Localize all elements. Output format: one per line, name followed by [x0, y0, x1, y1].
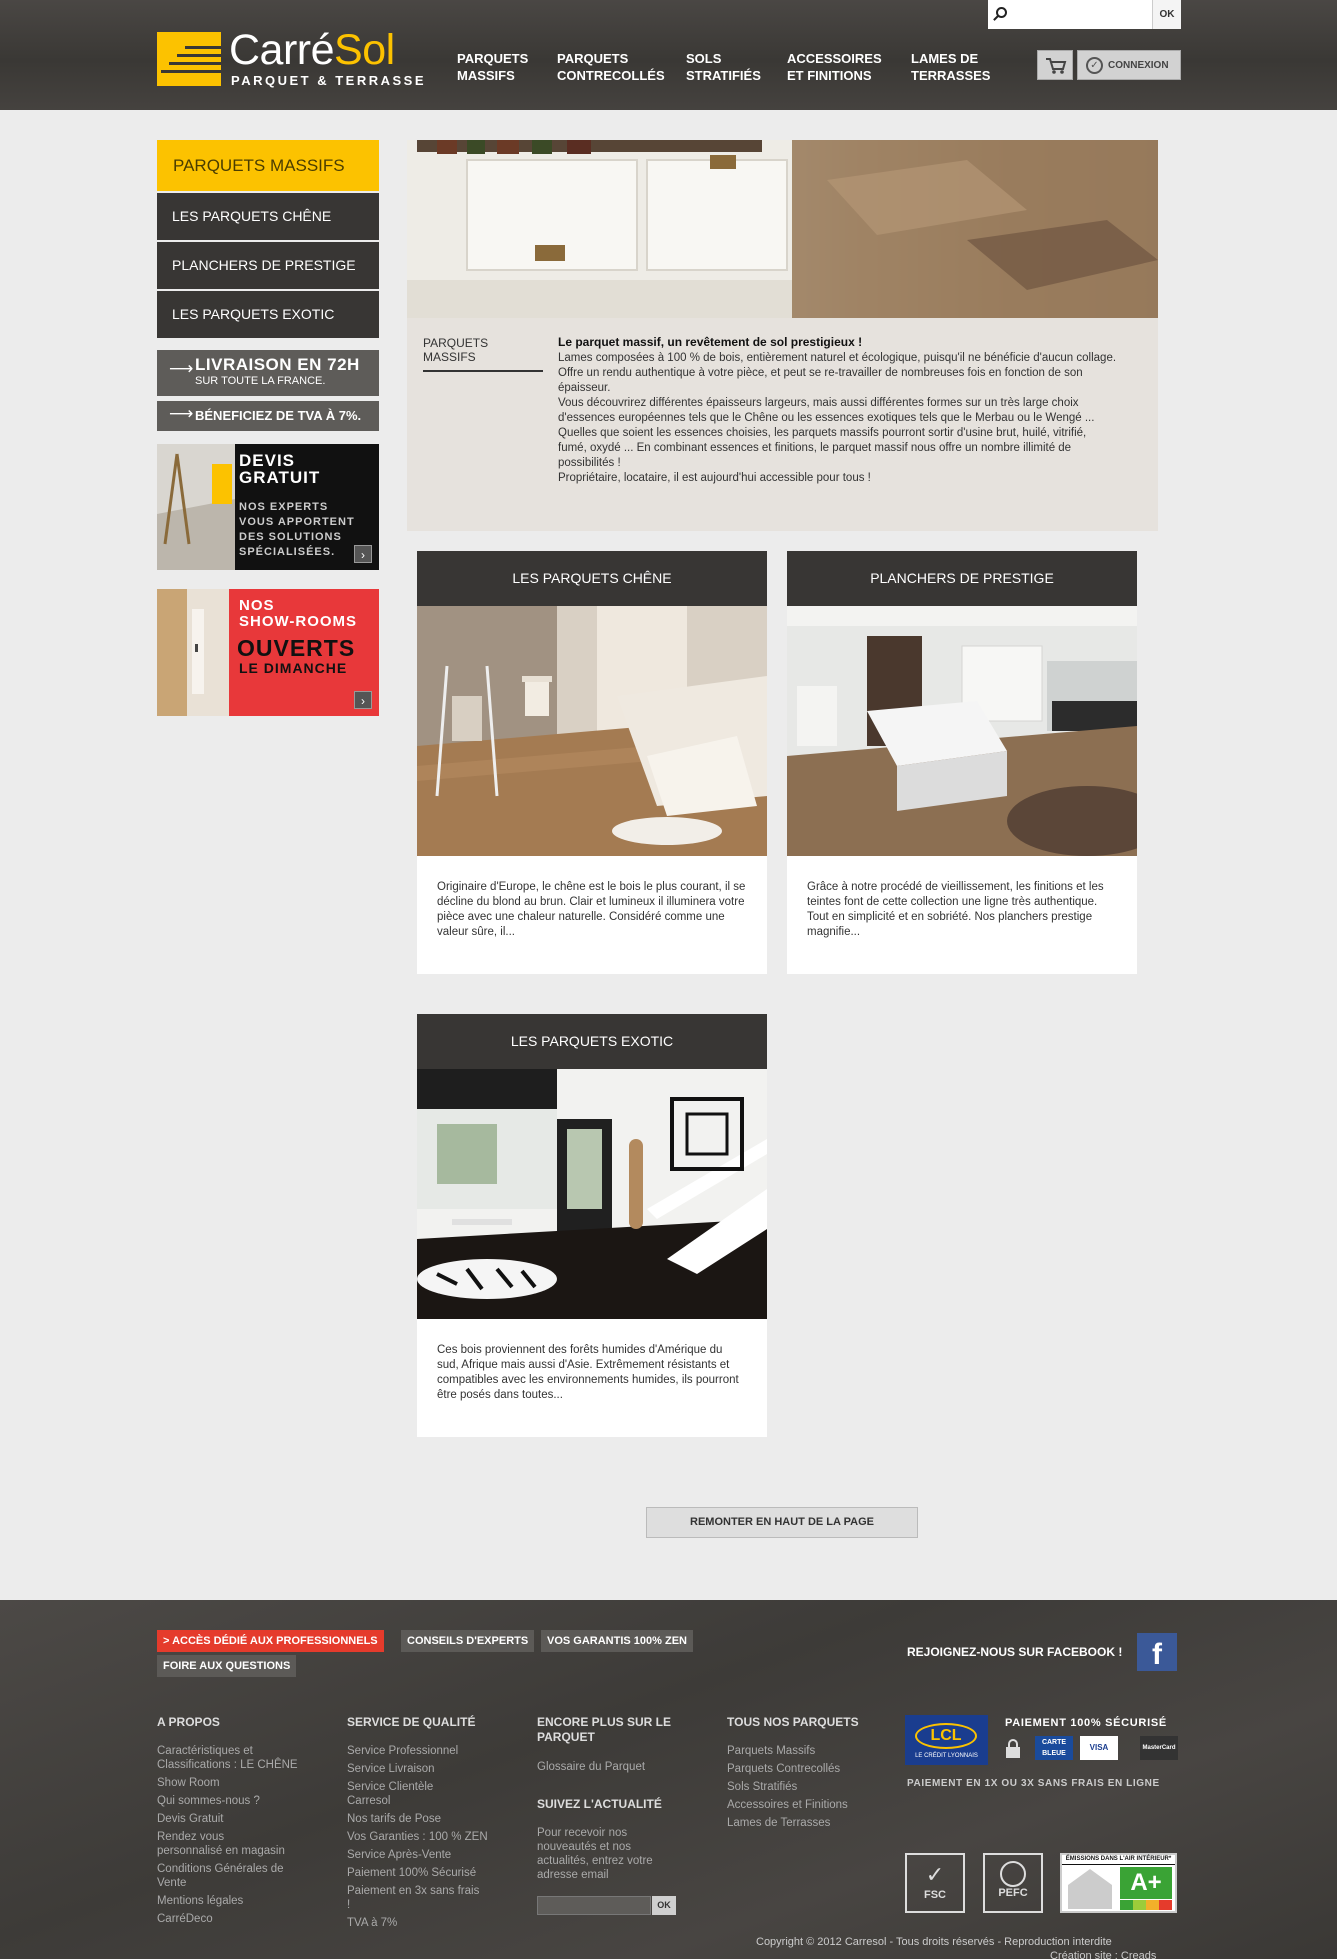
footer-link[interactable]: ! — [347, 1899, 351, 1911]
footer-col-title: SERVICE DE QUALITÉ — [347, 1715, 476, 1729]
search-icon[interactable] — [996, 7, 1007, 18]
mastercard-logo: MasterCard — [1140, 1736, 1178, 1760]
footer-col-title: A PROPOS — [157, 1715, 220, 1729]
credit[interactable]: Création site : Creads — [1050, 1950, 1157, 1959]
intro-paragraph: Vous découvrirez différentes épaisseurs largeurs, mais aussi différentes formes sur un très large choix d'essences européennes tels que le Chêne ou les essences exotiques tels que le Merbau ou le Wengé ... — [558, 397, 1095, 424]
footer-link[interactable]: Paiement 100% Sécurisé — [347, 1867, 477, 1879]
card-description: Ces bois proviennent des forêts humides d'Amérique du sud, Afrique mais aussi d'Asie. Extrêmement résistants et compatibles avec les environnements humides, ils pourront être posés dans toutes... — [437, 1344, 739, 1401]
devis-title-1: DEVIS — [239, 451, 296, 470]
card-planchers-prestige[interactable] — [787, 551, 1137, 974]
arrow-right-icon: ⟶ — [169, 359, 194, 378]
footer-link[interactable]: Lames de Terrasses — [727, 1817, 831, 1829]
footer-news-text: Pour recevoir nos nouveautés et nos actualités, entrez votre adresse email — [537, 1827, 653, 1881]
facebook-icon[interactable]: f — [1137, 1633, 1177, 1671]
footer-link[interactable]: Glossaire du Parquet — [537, 1761, 646, 1773]
card-image-kitchen[interactable] — [787, 606, 1137, 856]
devis-gratuit-banner[interactable] — [157, 444, 379, 570]
arrow-right-icon: ⟶ — [169, 404, 194, 423]
sidebar-title[interactable]: PARQUETS MASSIFS — [157, 140, 379, 191]
lock-icon — [1005, 1739, 1021, 1759]
nav-accessoires-finitions[interactable]: ACCESSOIRES ET FINITIONS — [787, 51, 882, 83]
sidebar-item-parquets-exotic[interactable]: LES PARQUETS EXOTIC — [157, 291, 379, 338]
login-button[interactable] — [1077, 50, 1181, 80]
nav-parquets-contrecolles[interactable]: PARQUETS CONTRECOLLÉS — [557, 51, 665, 83]
footer-link[interactable]: Accessoires et Finitions — [727, 1799, 848, 1811]
delivery-subtitle: SUR TOUTE LA FRANCE. — [195, 375, 326, 387]
chevron-right-icon: › — [354, 691, 372, 709]
intro-text — [558, 351, 1118, 486]
intro-paragraph: Lames composées à 100 % de bois, entièrement naturel et écologique, puisqu'il ne bénéficie d'aucun collage. — [558, 352, 1117, 364]
footer-link[interactable]: Conditions Générales de — [157, 1863, 284, 1875]
card-title[interactable]: PLANCHERS DE PRESTIGE — [787, 551, 1137, 606]
card-image-bedroom[interactable] — [417, 606, 767, 856]
cart-icon — [1045, 57, 1067, 75]
footer-tab-conseils[interactable]: CONSEILS D'EXPERTS — [401, 1630, 534, 1652]
lcl-logo: LCL LE CRÉDIT LYONNAIS — [905, 1715, 988, 1765]
visa-logo: VISA — [1080, 1736, 1118, 1760]
footer-link[interactable]: Carresol — [347, 1795, 391, 1807]
footer-link[interactable]: CarréDeco — [157, 1913, 213, 1925]
nav-parquets-massifs[interactable]: PARQUETS MASSIFS — [457, 51, 529, 83]
footer-link[interactable]: Classifications : LE CHÊNE — [157, 1759, 298, 1771]
facebook-text[interactable]: REJOIGNEZ-NOUS SUR FACEBOOK ! — [907, 1645, 1123, 1659]
showroom-line-3: OUVERTS — [237, 635, 356, 661]
card-title[interactable]: LES PARQUETS CHÊNE — [417, 551, 767, 606]
site-footer — [0, 1600, 1337, 1959]
footer-tab-faq[interactable]: FOIRE AUX QUESTIONS — [157, 1655, 296, 1677]
logo-tagline: PARQUET & TERRASSE — [231, 73, 426, 88]
footer-link[interactable]: Service Livraison — [347, 1763, 435, 1775]
footer-link[interactable]: Sols Stratifiés — [727, 1781, 798, 1793]
devis-body-4: SPÉCIALISÉES. — [239, 546, 336, 558]
logo-name: CarréSol — [229, 26, 395, 74]
footer-link[interactable]: Mentions légales — [157, 1895, 244, 1907]
footer-link[interactable]: TVA à 7% — [347, 1917, 398, 1929]
footer-col-title: ENCORE PLUS SUR LE PARQUET — [537, 1715, 672, 1744]
devis-banner-image — [157, 444, 235, 570]
showroom-banner[interactable] — [157, 589, 379, 716]
newsletter-email-input[interactable] — [537, 1896, 651, 1915]
footer-link[interactable]: personnalisé en magasin — [157, 1845, 285, 1857]
footer-col-title: TOUS NOS PARQUETS — [727, 1715, 859, 1729]
devis-body-1: NOS EXPERTS — [239, 501, 329, 513]
intro-panel — [407, 318, 1158, 531]
nav-lames-terrasses[interactable]: LAMES DE TERRASSES — [911, 51, 991, 83]
login-label: CONNEXION — [1108, 60, 1169, 71]
card-parquets-exotic[interactable] — [417, 1014, 767, 1437]
showroom-line-2: SHOW-ROOMS — [239, 613, 358, 630]
site-header — [0, 0, 1337, 110]
payment-subtitle: PAIEMENT EN 1X OU 3X SANS FRAIS EN LIGNE — [907, 1778, 1160, 1789]
search-ok-button[interactable]: OK — [1152, 0, 1181, 29]
fsc-logo: ✓ FSC — [905, 1853, 965, 1913]
footer-link[interactable]: Qui sommes-nous ? — [157, 1795, 260, 1807]
search-box — [988, 0, 1152, 29]
intro-heading: Le parquet massif, un revêtement de sol prestigieux ! — [558, 335, 863, 349]
intro-paragraph: Propriétaire, locataire, il est aujourd'hui accessible pour tous ! — [558, 472, 871, 484]
card-image-staircase[interactable] — [417, 1069, 767, 1319]
logo-mark-icon — [157, 32, 221, 86]
pefc-logo: PEFC — [983, 1853, 1043, 1913]
card-description: Grâce à notre procédé de vieillissement, les finitions et les teintes font de cette collection une ligne très authentique. Tout en simplicité et en sobriété. Nos planchers prestige magnifie... — [807, 881, 1104, 938]
footer-link[interactable]: Paiement en 3x sans frais — [347, 1885, 480, 1897]
search-input[interactable] — [1014, 5, 1134, 23]
devis-body-3: DES SOLUTIONS — [239, 531, 342, 543]
intro-paragraph: Quelles que soient les essences choisies, les parquets massifs pourront sortir d'usine brut, huilé, vitrifié, fumé, oxydé ... En combinant essences et finitions, le parquet massif nous offre un nombre illimité de possibilités ! — [558, 427, 1087, 469]
footer-link[interactable]: Vos Garanties : 100 % ZEN — [347, 1831, 488, 1843]
footer-link[interactable]: Rendez vous — [157, 1831, 225, 1843]
tva-text: BÉNEFICIEZ DE TVA À 7%. — [195, 408, 362, 423]
hero-image — [407, 140, 1158, 318]
hero-illustration — [407, 140, 1158, 318]
footer-link[interactable]: Parquets Contrecollés — [727, 1763, 841, 1775]
footer-link[interactable]: Devis Gratuit — [157, 1813, 224, 1825]
carte-bleue-logo: CARTE BLEUE — [1035, 1736, 1073, 1760]
footer-link[interactable]: Vente — [157, 1877, 187, 1889]
sidebar-item-parquets-chene[interactable]: LES PARQUETS CHÊNE — [157, 193, 379, 240]
sidebar-item-planchers-prestige[interactable]: PLANCHERS DE PRESTIGE — [157, 242, 379, 289]
devis-title-2: GRATUIT — [239, 468, 321, 487]
footer-tab-professionnels[interactable]: > ACCÈS DÉDIÉ AUX PROFESSIONNELS — [157, 1630, 384, 1652]
card-description: Originaire d'Europe, le chêne est le bois le plus courant, il se décline du blond au brun. Clair et lumineux il illuminera votre pièce avec une chaleur naturelle. Considéré comme une valeur sûre, il... — [437, 881, 746, 938]
intro-paragraph: Offre un rendu authentique à votre pièce, et peut se re-travailler de nombreuses fois en fonction de son épaisseur. — [558, 367, 1083, 394]
footer-link[interactable]: Service Après-Vente — [347, 1849, 452, 1861]
showroom-banner-image — [157, 589, 229, 716]
back-to-top-button[interactable]: REMONTER EN HAUT DE LA PAGE — [646, 1507, 918, 1538]
delivery-title: LIVRAISON EN 72H — [195, 355, 360, 374]
logo[interactable] — [157, 26, 426, 88]
air-quality-label: ÉMISSIONS DANS L'AIR INTÉRIEUR* A+ — [1060, 1853, 1177, 1913]
footer-link[interactable]: Service Professionnel — [347, 1745, 459, 1757]
footer-tab-garantis[interactable]: VOS GARANTIS 100% ZEN — [541, 1630, 693, 1652]
footer-link[interactable]: Caractéristiques et — [157, 1745, 253, 1757]
footer-news-title: SUIVEZ L'ACTUALITÉ — [537, 1797, 662, 1811]
intro-label: PARQUETS MASSIFS — [423, 336, 543, 372]
newsletter-ok-button[interactable]: OK — [652, 1896, 676, 1915]
check-circle-icon: ✓ — [1086, 57, 1103, 74]
footer-link[interactable]: Show Room — [157, 1777, 220, 1789]
tva-promo[interactable] — [157, 401, 379, 431]
payment-title: PAIEMENT 100% SÉCURISÉ — [1005, 1717, 1167, 1729]
copyright: Copyright © 2012 Carresol - Tous droits réservés - Reproduction interdite — [756, 1936, 1112, 1948]
devis-body-2: VOUS APPORTENT — [239, 516, 355, 528]
footer-link[interactable]: Nos tarifs de Pose — [347, 1813, 441, 1825]
footer-link[interactable]: Service Clientèle — [347, 1781, 434, 1793]
showroom-line-1: NOS — [239, 597, 275, 614]
card-title[interactable]: LES PARQUETS EXOTIC — [417, 1014, 767, 1069]
nav-sols-stratifies[interactable]: SOLS STRATIFIÉS — [686, 51, 761, 83]
delivery-promo[interactable] — [157, 350, 379, 396]
showroom-line-4: LE DIMANCHE — [239, 660, 348, 676]
card-parquets-chene[interactable] — [417, 551, 767, 974]
chevron-right-icon: › — [354, 545, 372, 563]
cart-button[interactable] — [1037, 50, 1073, 80]
footer-link[interactable]: Parquets Massifs — [727, 1745, 816, 1757]
